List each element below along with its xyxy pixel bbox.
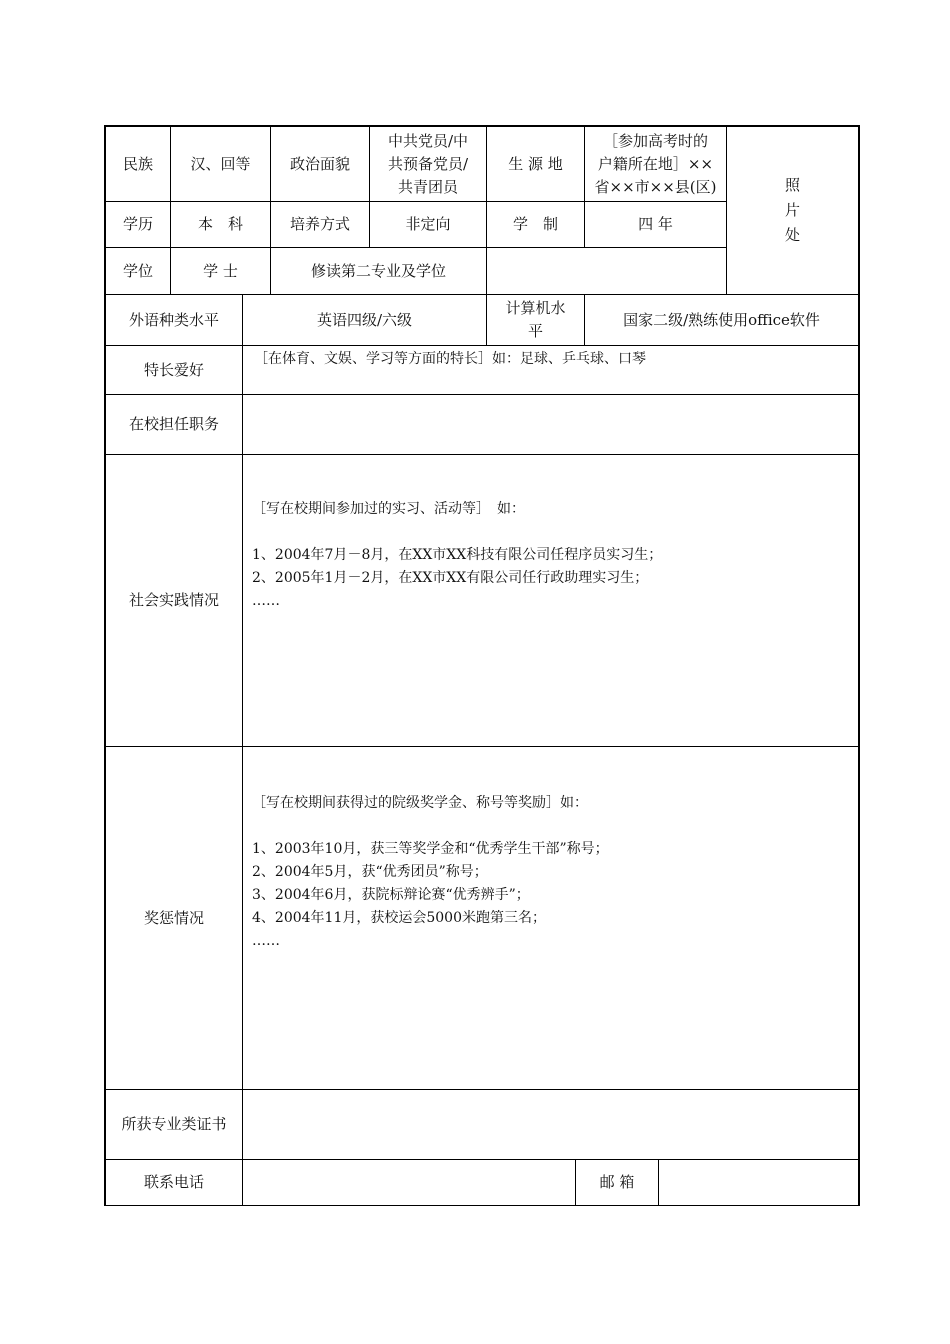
social-practice-item: 1、2004年7月－8月，在XX市XX科技有限公司任程序员实习生； (252, 547, 663, 563)
social-practice-item: 2、2005年1月－2月，在XX市XX有限公司任行政助理实习生； (252, 570, 649, 586)
computer-level-label-line: 平 (527, 322, 543, 340)
social-practice-item: …… (252, 593, 280, 609)
blank-line (252, 815, 852, 838)
political-status-label: 政治面貌 (289, 154, 350, 173)
second-major-label: 修读第二专业及学位 (310, 261, 446, 280)
photo-char: 处 (784, 226, 800, 244)
second-major-value[interactable] (487, 248, 726, 294)
email-value[interactable] (659, 1160, 858, 1205)
photo-placeholder[interactable] (727, 127, 858, 294)
certificates-label: 所获专业类证书 (121, 1115, 227, 1133)
award-item: 2、2004年5月，获“优秀团员”称号； (252, 864, 488, 880)
origin-line: 户籍所在地］×× (597, 154, 714, 173)
computer-level-label-line: 计算机水 (505, 299, 566, 317)
political-status-line: 共青团员 (397, 177, 458, 196)
origin-label: 生 源 地 (508, 154, 563, 173)
political-status-value[interactable] (370, 127, 486, 201)
training-mode-label: 培养方式 (289, 215, 350, 233)
hobbies-value[interactable]: ［在体育、文娱、学习等方面的特长］如：足球、乒乓球、口琴 (254, 351, 646, 367)
computer-level-label (487, 295, 584, 345)
language-level-label: 外语种类水平 (128, 310, 219, 329)
award-item: …… (252, 933, 280, 949)
resume-form-table (104, 125, 860, 1206)
political-status-line: 共预备党员/ (387, 154, 469, 173)
social-practice-intro: ［写在校期间参加过的实习、活动等］ 如： (252, 501, 525, 517)
email-label: 邮 箱 (599, 1173, 635, 1191)
award-item: 3、2004年6月，获院标辩论赛“优秀辨手”； (252, 887, 530, 903)
awards-label: 奖惩情况 (143, 908, 204, 927)
origin-value[interactable] (585, 127, 726, 201)
language-level-value[interactable]: 英语四级/六级 (316, 310, 413, 329)
ethnicity-value[interactable]: 汉、回等 (190, 154, 251, 173)
position-label: 在校担任职务 (128, 415, 219, 433)
computer-level-value[interactable]: 国家二级/熟练使用office软件 (623, 310, 820, 329)
duration-label: 学 制 (512, 215, 558, 233)
phone-value[interactable] (243, 1160, 575, 1205)
blank-line (252, 521, 852, 544)
political-status-line: 中共党员/中 (387, 131, 469, 150)
education-label: 学历 (122, 215, 153, 233)
awards-value[interactable] (252, 792, 852, 953)
ethnicity-label: 民族 (122, 154, 153, 173)
col-divider (242, 345, 243, 1206)
social-practice-label: 社会实践情况 (128, 591, 219, 609)
award-item: 1、2003年10月，获三等奖学金和“优秀学生干部”称号； (252, 841, 609, 857)
duration-value[interactable]: 四 年 (638, 215, 673, 233)
degree-value[interactable]: 学 士 (203, 261, 238, 280)
social-practice-value[interactable] (252, 498, 852, 613)
origin-line: ［参加高考时的 (602, 131, 708, 150)
degree-label: 学位 (122, 261, 153, 280)
photo-char: 片 (784, 201, 800, 219)
certificates-value[interactable] (243, 1090, 858, 1159)
position-value[interactable] (243, 395, 858, 454)
hobbies-label: 特长爱好 (143, 360, 204, 379)
phone-label: 联系电话 (143, 1173, 204, 1191)
award-item: 4、2004年11月，获校运会5000米跑第三名； (252, 910, 546, 926)
education-value[interactable]: 本 科 (197, 215, 243, 233)
origin-line: 省××市××县(区) (594, 177, 717, 196)
training-mode-value[interactable]: 非定向 (405, 215, 451, 233)
photo-char: 照 (784, 176, 800, 194)
awards-intro: ［写在校期间获得过的院级奖学金、称号等奖励］如： (252, 795, 588, 811)
